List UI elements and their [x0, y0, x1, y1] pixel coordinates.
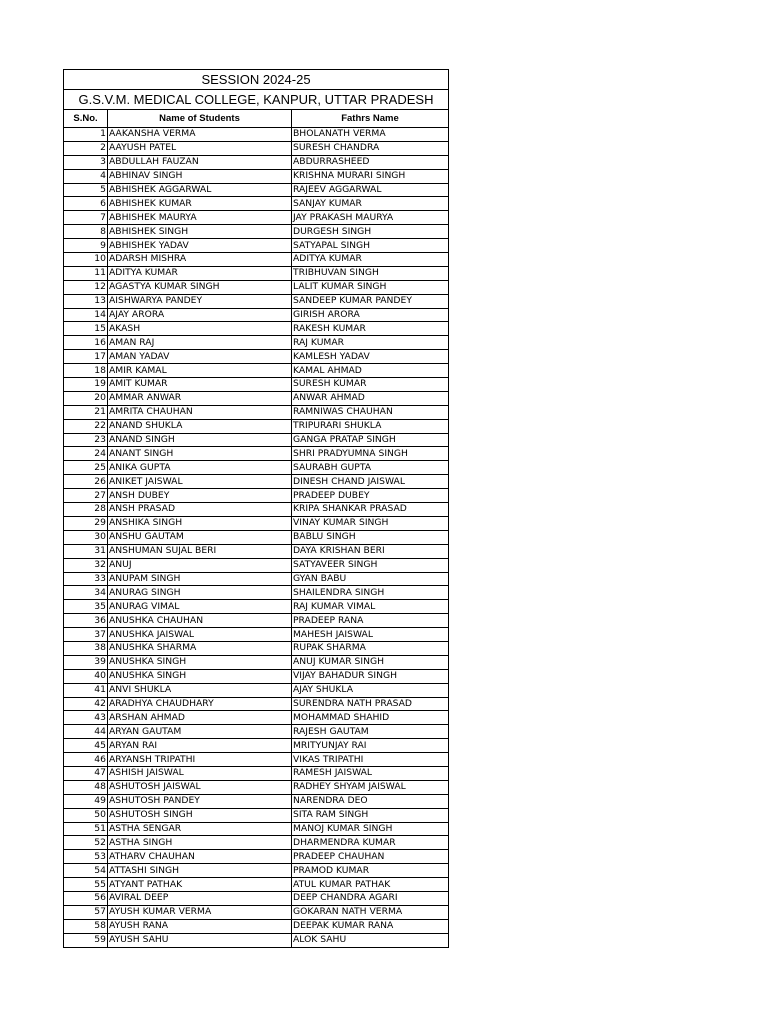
- student-name-cell: ATYANT PATHAK: [108, 878, 292, 892]
- serial-number-cell: 26: [64, 475, 108, 489]
- student-name-cell: AMAN YADAV: [108, 350, 292, 364]
- serial-number-cell: 40: [64, 669, 108, 683]
- father-name-cell: RADHEY SHYAM JAISWAL: [292, 780, 449, 794]
- father-name-cell: BABLU SINGH: [292, 530, 449, 544]
- student-name-cell: ANUJ: [108, 558, 292, 572]
- serial-number-cell: 50: [64, 808, 108, 822]
- session-row: [64, 70, 449, 90]
- serial-number-cell: 1: [64, 128, 108, 142]
- father-name-cell: KRIPA SHANKAR PRASAD: [292, 503, 449, 517]
- student-name-cell: ASHUTOSH PANDEY: [108, 794, 292, 808]
- table-row: [64, 808, 449, 822]
- table-row: [64, 891, 449, 905]
- father-name-cell: PRAMOD KUMAR: [292, 864, 449, 878]
- serial-number-cell: 5: [64, 183, 108, 197]
- student-name-cell: AMIT KUMAR: [108, 378, 292, 392]
- father-name-cell: ADITYA KUMAR: [292, 253, 449, 267]
- student-name-cell: AMIR KAMAL: [108, 364, 292, 378]
- serial-number-cell: 31: [64, 544, 108, 558]
- student-name-cell: ANUSHKA SINGH: [108, 669, 292, 683]
- serial-number-cell: 24: [64, 447, 108, 461]
- table-row: [64, 836, 449, 850]
- table-row: [64, 461, 449, 475]
- father-name-cell: KRISHNA MURARI SINGH: [292, 169, 449, 183]
- table-row: [64, 253, 449, 267]
- table-row: [64, 183, 449, 197]
- student-name-cell: ASHISH JAISWAL: [108, 766, 292, 780]
- table-row: [64, 586, 449, 600]
- serial-number-cell: 30: [64, 530, 108, 544]
- student-name-cell: ARYANSH TRIPATHI: [108, 753, 292, 767]
- table-row: [64, 697, 449, 711]
- serial-number-cell: 12: [64, 280, 108, 294]
- father-name-cell: SATYAPAL SINGH: [292, 239, 449, 253]
- college-title: G.S.V.M. MEDICAL COLLEGE, KANPUR, UTTAR PRADESH: [64, 90, 449, 110]
- father-name-cell: MANOJ KUMAR SINGH: [292, 822, 449, 836]
- student-name-cell: ABHISHEK AGGARWAL: [108, 183, 292, 197]
- serial-number-cell: 51: [64, 822, 108, 836]
- table-row: [64, 780, 449, 794]
- table-row: [64, 405, 449, 419]
- table-row: [64, 683, 449, 697]
- table-row: [64, 558, 449, 572]
- student-name-cell: AKASH: [108, 322, 292, 336]
- table-row: [64, 322, 449, 336]
- table-row: [64, 516, 449, 530]
- serial-number-cell: 10: [64, 253, 108, 267]
- student-name-cell: ANSHU GAUTAM: [108, 530, 292, 544]
- student-name-cell: ABHINAV SINGH: [108, 169, 292, 183]
- table-row: [64, 739, 449, 753]
- father-name-cell: KAMLESH YADAV: [292, 350, 449, 364]
- table-row: [64, 864, 449, 878]
- table-row: [64, 447, 449, 461]
- student-name-cell: ATTASHI SINGH: [108, 864, 292, 878]
- serial-number-cell: 29: [64, 516, 108, 530]
- father-name-cell: JAY PRAKASH MAURYA: [292, 211, 449, 225]
- serial-number-cell: 9: [64, 239, 108, 253]
- father-name-cell: MRITYUNJAY RAI: [292, 739, 449, 753]
- serial-number-cell: 58: [64, 919, 108, 933]
- father-name-cell: ANWAR AHMAD: [292, 391, 449, 405]
- table-row: [64, 725, 449, 739]
- serial-number-cell: 16: [64, 336, 108, 350]
- table-row: [64, 475, 449, 489]
- table-row: [64, 141, 449, 155]
- serial-number-cell: 7: [64, 211, 108, 225]
- serial-number-cell: 37: [64, 628, 108, 642]
- table-row: [64, 628, 449, 642]
- session-title: SESSION 2024-25: [64, 70, 449, 90]
- table-row: [64, 878, 449, 892]
- serial-number-cell: 18: [64, 364, 108, 378]
- father-name-cell: VIJAY BAHADUR SINGH: [292, 669, 449, 683]
- student-name-cell: ANAND SINGH: [108, 433, 292, 447]
- father-name-cell: SHAILENDRA SINGH: [292, 586, 449, 600]
- father-name-cell: SURENDRA NATH PRASAD: [292, 697, 449, 711]
- table-row: [64, 655, 449, 669]
- table-row: [64, 211, 449, 225]
- student-name-cell: AAKANSHA VERMA: [108, 128, 292, 142]
- serial-number-cell: 47: [64, 766, 108, 780]
- table-row: [64, 669, 449, 683]
- father-name-cell: PRADEEP DUBEY: [292, 489, 449, 503]
- father-name-cell: NARENDRA DEO: [292, 794, 449, 808]
- father-name-cell: SATYAVEER SINGH: [292, 558, 449, 572]
- serial-number-cell: 17: [64, 350, 108, 364]
- table-row: [64, 822, 449, 836]
- student-name-cell: ANUSHKA SHARMA: [108, 641, 292, 655]
- serial-number-cell: 19: [64, 378, 108, 392]
- father-name-cell: GANGA PRATAP SINGH: [292, 433, 449, 447]
- father-name-cell: LALIT KUMAR SINGH: [292, 280, 449, 294]
- father-name-cell: DEEPAK KUMAR RANA: [292, 919, 449, 933]
- serial-number-cell: 41: [64, 683, 108, 697]
- student-name-cell: AISHWARYA PANDEY: [108, 294, 292, 308]
- serial-number-cell: 2: [64, 141, 108, 155]
- table-row: [64, 766, 449, 780]
- student-name-cell: ANSH DUBEY: [108, 489, 292, 503]
- serial-number-cell: 22: [64, 419, 108, 433]
- father-name-cell: SANJAY KUMAR: [292, 197, 449, 211]
- serial-number-cell: 52: [64, 836, 108, 850]
- serial-number-cell: 55: [64, 878, 108, 892]
- father-name-cell: TRIBHUVAN SINGH: [292, 266, 449, 280]
- father-name-cell: RUPAK SHARMA: [292, 641, 449, 655]
- student-name-cell: ANURAG SINGH: [108, 586, 292, 600]
- serial-number-cell: 8: [64, 225, 108, 239]
- column-header-sno: S.No.: [64, 110, 108, 128]
- father-name-cell: DAYA KRISHAN BERI: [292, 544, 449, 558]
- table-row: [64, 197, 449, 211]
- student-name-cell: ABDULLAH FAUZAN: [108, 155, 292, 169]
- serial-number-cell: 39: [64, 655, 108, 669]
- table-row: [64, 391, 449, 405]
- table-row: [64, 155, 449, 169]
- student-name-cell: ADITYA KUMAR: [108, 266, 292, 280]
- serial-number-cell: 35: [64, 600, 108, 614]
- father-name-cell: RAJESH GAUTAM: [292, 725, 449, 739]
- table-row: [64, 294, 449, 308]
- table-row: [64, 600, 449, 614]
- student-name-cell: ASTHA SENGAR: [108, 822, 292, 836]
- table-row: [64, 794, 449, 808]
- father-name-cell: ALOK SAHU: [292, 933, 449, 947]
- serial-number-cell: 6: [64, 197, 108, 211]
- father-name-cell: SAURABH GUPTA: [292, 461, 449, 475]
- table-row: [64, 266, 449, 280]
- student-name-cell: ANUPAM SINGH: [108, 572, 292, 586]
- student-name-cell: AMMAR ANWAR: [108, 391, 292, 405]
- table-row: [64, 364, 449, 378]
- student-name-cell: ASHUTOSH JAISWAL: [108, 780, 292, 794]
- student-name-cell: ANURAG VIMAL: [108, 600, 292, 614]
- student-name-cell: AYUSH KUMAR VERMA: [108, 905, 292, 919]
- serial-number-cell: 4: [64, 169, 108, 183]
- table-row: [64, 489, 449, 503]
- father-name-cell: DURGESH SINGH: [292, 225, 449, 239]
- father-name-cell: GIRISH ARORA: [292, 308, 449, 322]
- father-name-cell: VIKAS TRIPATHI: [292, 753, 449, 767]
- serial-number-cell: 28: [64, 503, 108, 517]
- serial-number-cell: 43: [64, 711, 108, 725]
- serial-number-cell: 59: [64, 933, 108, 947]
- father-name-cell: RAJ KUMAR VIMAL: [292, 600, 449, 614]
- father-name-cell: RAKESH KUMAR: [292, 322, 449, 336]
- student-list-table: [63, 69, 449, 948]
- table-row: [64, 225, 449, 239]
- student-name-cell: AGASTYA KUMAR SINGH: [108, 280, 292, 294]
- serial-number-cell: 15: [64, 322, 108, 336]
- table-row: [64, 711, 449, 725]
- serial-number-cell: 54: [64, 864, 108, 878]
- table-row: [64, 572, 449, 586]
- father-name-cell: RAJEEV AGGARWAL: [292, 183, 449, 197]
- serial-number-cell: 45: [64, 739, 108, 753]
- serial-number-cell: 46: [64, 753, 108, 767]
- table-row: [64, 544, 449, 558]
- table-row: [64, 239, 449, 253]
- student-name-cell: ANSHUMAN SUJAL BERI: [108, 544, 292, 558]
- column-header-student-name: Name of Students: [108, 110, 292, 128]
- table-row: [64, 905, 449, 919]
- student-name-cell: AMAN RAJ: [108, 336, 292, 350]
- father-name-cell: PRADEEP RANA: [292, 614, 449, 628]
- serial-number-cell: 57: [64, 905, 108, 919]
- father-name-cell: SURESH CHANDRA: [292, 141, 449, 155]
- serial-number-cell: 27: [64, 489, 108, 503]
- father-name-cell: BHOLANATH VERMA: [292, 128, 449, 142]
- serial-number-cell: 56: [64, 891, 108, 905]
- serial-number-cell: 11: [64, 266, 108, 280]
- serial-number-cell: 44: [64, 725, 108, 739]
- serial-number-cell: 21: [64, 405, 108, 419]
- father-name-cell: PRADEEP CHAUHAN: [292, 850, 449, 864]
- serial-number-cell: 34: [64, 586, 108, 600]
- student-name-cell: ANUSHKA JAISWAL: [108, 628, 292, 642]
- student-name-cell: ADARSH MISHRA: [108, 253, 292, 267]
- father-name-cell: RAJ KUMAR: [292, 336, 449, 350]
- father-name-cell: DINESH CHAND JAISWAL: [292, 475, 449, 489]
- student-name-cell: ABHISHEK KUMAR: [108, 197, 292, 211]
- student-name-cell: AYUSH RANA: [108, 919, 292, 933]
- student-name-cell: AMRITA CHAUHAN: [108, 405, 292, 419]
- table-row: [64, 336, 449, 350]
- table-row: [64, 128, 449, 142]
- student-name-cell: ANAND SHUKLA: [108, 419, 292, 433]
- serial-number-cell: 53: [64, 850, 108, 864]
- column-header-row: [64, 110, 449, 128]
- student-name-cell: AYUSH SAHU: [108, 933, 292, 947]
- table-row: [64, 530, 449, 544]
- student-name-cell: ASHUTOSH SINGH: [108, 808, 292, 822]
- student-name-cell: ARYAN RAI: [108, 739, 292, 753]
- father-name-cell: ATUL KUMAR PATHAK: [292, 878, 449, 892]
- father-name-cell: GOKARAN NATH VERMA: [292, 905, 449, 919]
- student-name-cell: ANIKA GUPTA: [108, 461, 292, 475]
- father-name-cell: ANUJ KUMAR SINGH: [292, 655, 449, 669]
- student-name-cell: ANUSHKA SINGH: [108, 655, 292, 669]
- father-name-cell: ABDURRASHEED: [292, 155, 449, 169]
- student-name-cell: ASTHA SINGH: [108, 836, 292, 850]
- father-name-cell: SHRI PRADYUMNA SINGH: [292, 447, 449, 461]
- table-row: [64, 850, 449, 864]
- table-row: [64, 753, 449, 767]
- table-row: [64, 280, 449, 294]
- table-row: [64, 378, 449, 392]
- student-name-cell: ANVI SHUKLA: [108, 683, 292, 697]
- student-name-cell: AVIRAL DEEP: [108, 891, 292, 905]
- student-name-cell: ARADHYA CHAUDHARY: [108, 697, 292, 711]
- father-name-cell: DHARMENDRA KUMAR: [292, 836, 449, 850]
- serial-number-cell: 33: [64, 572, 108, 586]
- table-row: [64, 169, 449, 183]
- student-name-cell: ATHARV CHAUHAN: [108, 850, 292, 864]
- father-name-cell: SITA RAM SINGH: [292, 808, 449, 822]
- serial-number-cell: 49: [64, 794, 108, 808]
- student-name-cell: ARSHAN AHMAD: [108, 711, 292, 725]
- serial-number-cell: 38: [64, 641, 108, 655]
- serial-number-cell: 13: [64, 294, 108, 308]
- father-name-cell: GYAN BABU: [292, 572, 449, 586]
- father-name-cell: VINAY KUMAR SINGH: [292, 516, 449, 530]
- table-row: [64, 919, 449, 933]
- father-name-cell: KAMAL AHMAD: [292, 364, 449, 378]
- father-name-cell: MOHAMMAD SHAHID: [292, 711, 449, 725]
- table-row: [64, 433, 449, 447]
- college-row: [64, 90, 449, 110]
- student-name-cell: ANSHIKA SINGH: [108, 516, 292, 530]
- father-name-cell: TRIPURARI SHUKLA: [292, 419, 449, 433]
- student-name-cell: ANIKET JAISWAL: [108, 475, 292, 489]
- column-header-father-name: Fathrs Name: [292, 110, 449, 128]
- student-name-cell: ANANT SINGH: [108, 447, 292, 461]
- student-name-cell: ARYAN GAUTAM: [108, 725, 292, 739]
- father-name-cell: RAMESH JAISWAL: [292, 766, 449, 780]
- serial-number-cell: 36: [64, 614, 108, 628]
- table-row: [64, 641, 449, 655]
- father-name-cell: DEEP CHANDRA AGARI: [292, 891, 449, 905]
- table-row: [64, 419, 449, 433]
- student-name-cell: AJAY ARORA: [108, 308, 292, 322]
- serial-number-cell: 3: [64, 155, 108, 169]
- serial-number-cell: 14: [64, 308, 108, 322]
- father-name-cell: SANDEEP KUMAR PANDEY: [292, 294, 449, 308]
- student-name-cell: ABHISHEK YADAV: [108, 239, 292, 253]
- father-name-cell: RAMNIWAS CHAUHAN: [292, 405, 449, 419]
- student-name-cell: ANSH PRASAD: [108, 503, 292, 517]
- student-name-cell: ANUSHKA CHAUHAN: [108, 614, 292, 628]
- serial-number-cell: 48: [64, 780, 108, 794]
- serial-number-cell: 25: [64, 461, 108, 475]
- serial-number-cell: 23: [64, 433, 108, 447]
- father-name-cell: MAHESH JAISWAL: [292, 628, 449, 642]
- table-row: [64, 503, 449, 517]
- student-name-cell: ABHISHEK SINGH: [108, 225, 292, 239]
- student-name-cell: ABHISHEK MAURYA: [108, 211, 292, 225]
- table-row: [64, 614, 449, 628]
- serial-number-cell: 20: [64, 391, 108, 405]
- serial-number-cell: 42: [64, 697, 108, 711]
- serial-number-cell: 32: [64, 558, 108, 572]
- father-name-cell: SURESH KUMAR: [292, 378, 449, 392]
- table-row: [64, 350, 449, 364]
- table-row: [64, 308, 449, 322]
- table-row: [64, 933, 449, 947]
- student-name-cell: AAYUSH PATEL: [108, 141, 292, 155]
- father-name-cell: AJAY SHUKLA: [292, 683, 449, 697]
